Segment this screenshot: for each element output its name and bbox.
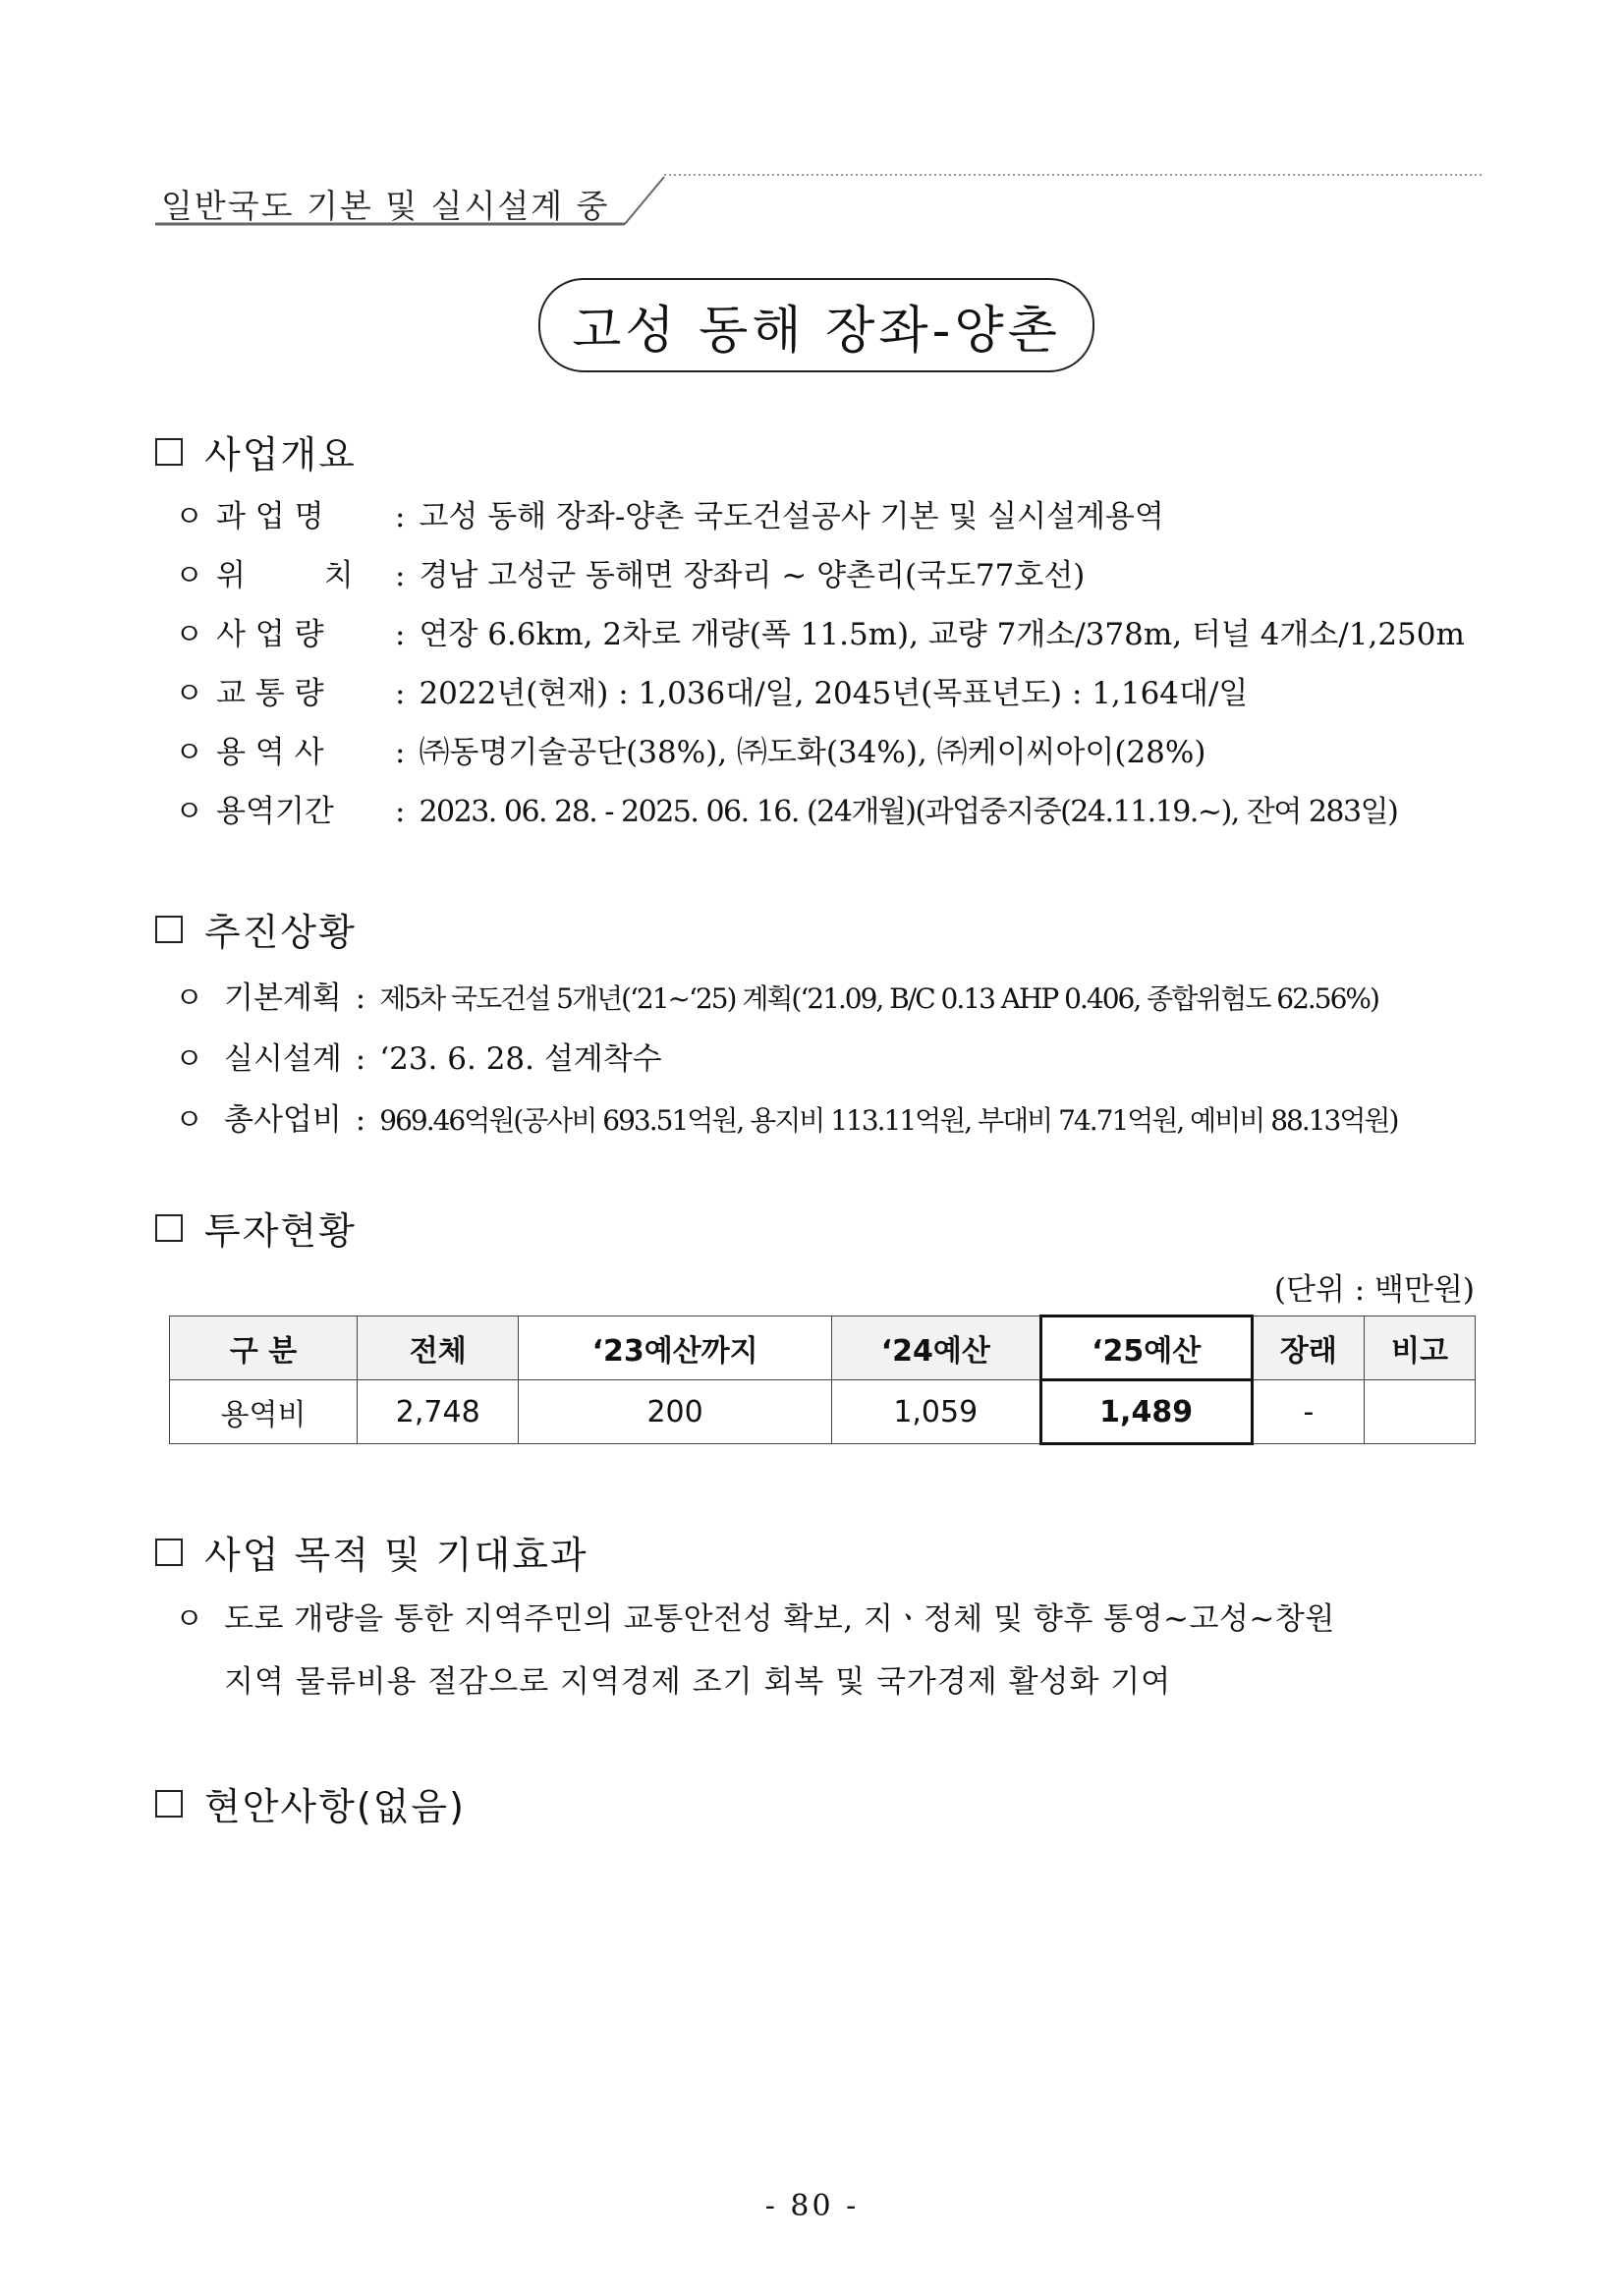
purpose-line-1: [175, 1594, 1335, 1638]
section-title-purpose: 사업 목적 및 기대효과: [204, 1534, 588, 1577]
checkbox-icon: [155, 916, 183, 943]
section-overview: [155, 424, 357, 478]
table-header-cell: 장래: [1252, 1316, 1365, 1380]
table-header-cell: ‘23예산까지: [519, 1316, 831, 1380]
section-title-investment: 투자현황: [204, 1209, 357, 1253]
table-unit: (단위 : 백만원): [1273, 1272, 1475, 1308]
overview-item-name: [175, 491, 1164, 535]
item-value: ‘23. 6. 28. 설계착수: [379, 1041, 662, 1077]
checkbox-icon: [155, 1790, 183, 1818]
section-issues: [155, 1776, 466, 1830]
label-text: 교 통 량: [216, 676, 324, 711]
item-value: ㈜동명기술공단(38%), ㈜도화(34%), ㈜케이씨아이(28%): [419, 735, 1206, 770]
investment-table: [169, 1315, 1476, 1445]
overview-item-scope: [175, 609, 1465, 653]
colon: :: [395, 617, 406, 652]
colon: :: [395, 794, 406, 829]
item-label: [216, 550, 381, 594]
colon: :: [355, 1102, 366, 1138]
label-text: 위 치: [216, 558, 354, 593]
bullet-icon: ㅇ: [175, 795, 203, 829]
progress-item-basic-plan: [175, 973, 1378, 1017]
colon: :: [395, 499, 406, 534]
purpose-text: 지역 물류비용 절감으로 지역경제 조기 회복 및 국가경제 활성화 기여: [224, 1664, 1172, 1700]
overview-item-period: [175, 786, 1397, 830]
header-text: 일반국도 기본 및 실시설계 중: [161, 187, 610, 225]
label-text: 사 업 량: [216, 617, 324, 652]
checkbox-icon: [155, 1214, 183, 1242]
item-value: 고성 동해 장좌-양촌 국도건설공사 기본 및 실시설계용역: [419, 499, 1164, 534]
bullet-icon: ㅇ: [175, 559, 203, 593]
label-text: 용 역 사: [216, 735, 324, 770]
label-text: 용역기간: [216, 794, 334, 829]
section-purpose: [155, 1525, 588, 1579]
document-title-box: [538, 278, 1094, 372]
item-label: 기본계획: [224, 980, 342, 1016]
label-text: 과 업 명: [216, 499, 324, 534]
progress-item-detail-design: [175, 1034, 662, 1078]
page-number: - 80 -: [764, 2189, 860, 2223]
bullet-icon: ㅇ: [175, 1103, 203, 1138]
item-value: 969.46억원(공사비 693.51억원, 용지비 113.11억원, 부대비 74.71억원, 예비비 88.13억원): [379, 1104, 1398, 1137]
item-label: [216, 727, 381, 771]
item-value: 2022년(현재) : 1,036대/일, 2045년(목표년도) : 1,164대/일: [419, 676, 1249, 711]
table-header-cell-highlight: ‘25예산: [1040, 1316, 1252, 1380]
item-value: 연장 6.6km, 2차로 개량(폭 11.5m), 교량 7개소/378m, 터널 4개소/1,250m: [419, 617, 1465, 652]
colon: :: [395, 676, 406, 711]
purpose-line-2: [224, 1656, 1171, 1701]
section-title-progress: 추진상황: [204, 911, 357, 954]
table-row: [170, 1380, 1476, 1444]
overview-item-contractor: [175, 727, 1205, 771]
table-cell: 1,059: [831, 1380, 1040, 1444]
item-value: 경남 고성군 동해면 장좌리 ~ 양촌리(국도77호선): [419, 558, 1086, 593]
table-header-cell: 전체: [358, 1316, 519, 1380]
bullet-icon: ㅇ: [175, 500, 203, 534]
table-cell: 용역비: [170, 1380, 358, 1444]
section-investment: [155, 1201, 357, 1255]
table-header-cell: 비고: [1365, 1316, 1476, 1380]
overview-item-traffic: [175, 668, 1248, 712]
bullet-icon: ㅇ: [175, 1042, 203, 1077]
table-cell: [1365, 1380, 1476, 1444]
table-header-row: [170, 1316, 1476, 1380]
colon: :: [355, 980, 366, 1016]
item-label: [216, 668, 381, 712]
bullet-icon: ㅇ: [175, 677, 203, 711]
overview-item-location: [175, 550, 1085, 594]
table-cell: 200: [519, 1380, 831, 1444]
progress-item-total-cost: [175, 1094, 1397, 1139]
table-header-cell: 구 분: [170, 1316, 358, 1380]
bullet-icon: ㅇ: [175, 1602, 203, 1637]
bullet-icon: ㅇ: [175, 618, 203, 652]
item-label: 실시설계: [224, 1041, 342, 1077]
item-label: [216, 609, 381, 653]
section-title-overview: 사업개요: [204, 433, 357, 476]
item-value: 2023. 06. 28. - 2025. 06. 16. (24개월)(과업중지중(24.11.19.~), 잔여 283일): [419, 795, 1398, 829]
colon: :: [395, 558, 406, 593]
purpose-text: 도로 개량을 통한 지역주민의 교통안전성 확보, 지ㆍ정체 및 향후 통영~고성~창원: [224, 1601, 1335, 1637]
colon: :: [355, 1041, 366, 1077]
bullet-icon: ㅇ: [175, 736, 203, 770]
item-label: [216, 491, 381, 535]
item-value: 제5차 국도건설 5개년(‘21~‘25) 계획(‘21.09, B/C 0.13 AHP 0.406, 종합위험도 62.56%): [379, 982, 1378, 1015]
table-cell-highlight: 1,489: [1040, 1380, 1252, 1444]
table-cell: -: [1252, 1380, 1365, 1444]
checkbox-icon: [155, 438, 183, 466]
item-label: [216, 786, 381, 830]
section-progress: [155, 902, 357, 956]
checkbox-icon: [155, 1539, 183, 1566]
bullet-icon: ㅇ: [175, 981, 203, 1016]
running-header: [155, 169, 1482, 228]
table-cell: 2,748: [358, 1380, 519, 1444]
document-title: 고성 동해 장좌-양촌: [572, 301, 1061, 361]
colon: :: [395, 735, 406, 770]
table-header-cell: ‘24예산: [831, 1316, 1040, 1380]
item-label: 총사업비: [224, 1102, 342, 1138]
section-title-issues: 현안사항(없음): [204, 1785, 466, 1828]
